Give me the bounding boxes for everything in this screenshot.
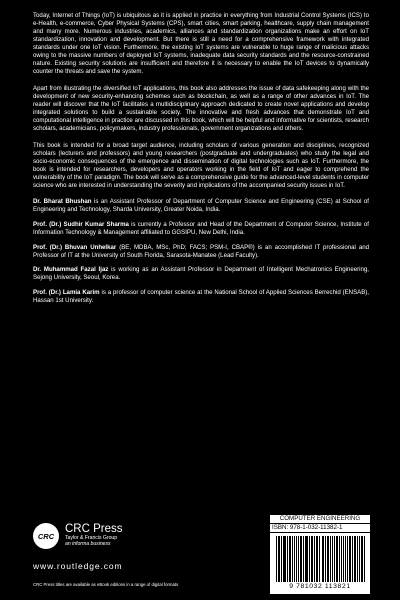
barcode-stripe bbox=[281, 536, 282, 582]
barcode-stripe bbox=[292, 536, 293, 582]
barcode-stripe bbox=[317, 536, 318, 582]
subject-category: COMPUTER ENGINEERING bbox=[270, 515, 370, 524]
barcode-stripe bbox=[352, 536, 353, 582]
barcode-stripe bbox=[347, 536, 348, 582]
barcode-stripe bbox=[298, 536, 299, 582]
barcode-stripe bbox=[279, 536, 280, 582]
barcode-stripe bbox=[284, 536, 285, 582]
publisher-group: Taylor & Francis Group bbox=[65, 535, 118, 541]
barcode-stripe bbox=[350, 536, 351, 582]
ebook-note: CRC Press titles are available as eBook editions in a range of digital formats bbox=[33, 582, 179, 587]
author-bio bbox=[33, 221, 369, 237]
barcode-stripe bbox=[343, 536, 344, 582]
barcode-stripe bbox=[294, 536, 295, 582]
barcode-number: 9 781032 113821 bbox=[289, 583, 351, 590]
barcode-stripe bbox=[341, 536, 342, 582]
author-bio bbox=[33, 266, 369, 282]
publisher-name: CRC Press bbox=[65, 523, 123, 535]
author-description: is working as an Assistant Professor in Department of Intelligent Mechatronics Engineering, Sejong University, Seoul, Korea. bbox=[33, 266, 369, 282]
barcode-stripe bbox=[309, 536, 310, 582]
author-bio bbox=[33, 244, 369, 260]
barcode-stripe bbox=[362, 536, 363, 582]
author-name: Prof. (Dr.) Bhuvan Unhelkar bbox=[33, 243, 117, 251]
barcode-stripe bbox=[357, 536, 358, 582]
barcode-stripe bbox=[325, 536, 326, 582]
cover-footer bbox=[33, 515, 370, 595]
description-paragraph: Today, Internet of Things (IoT) is ubiquitous as it is applied in practice in everything from Industrial Control Systems (ICS) to e-Health, e-commerce, Cyber Physical Systems (CPS), smart cities, smart parking, healthcare, supply chain management and many more. Numerous industries, academics, alliances and standardization organizations make an effort on IoT standardization, innovation and development. But there is still a need for a comprehensive framework with integrated standards under one IoT vision. Furthermore, the existing IoT systems are vulnerable to huge range of malicious attacks owing to the massive numbers of deployed IoT systems, inadequate data security standards and the resource-constrained nature. Existing security solutions are insufficient and therefore it is necessary to enable the IoT devices to dynamically counter the threats and save the system. bbox=[33, 12, 369, 76]
barcode-panel bbox=[270, 515, 370, 594]
barcode-stripe bbox=[332, 536, 333, 582]
publisher-url[interactable]: www.routledge.com bbox=[33, 561, 123, 571]
barcode-stripe bbox=[314, 536, 315, 582]
publisher-tagline: an informa business bbox=[65, 541, 111, 547]
author-description: is an Assistant Professor of Department of Computer Science and Engineering (CSE) at School of Engineering and Technology, Sharda University, Greater Noida, India. bbox=[33, 198, 369, 214]
author-bio bbox=[33, 289, 369, 305]
barcode-stripe bbox=[312, 536, 313, 582]
back-cover-text bbox=[33, 12, 369, 311]
author-name: Prof. (Dr.) Sudhir Kumar Sharma bbox=[33, 221, 129, 229]
barcode-stripe bbox=[287, 536, 288, 582]
barcode-stripe bbox=[355, 536, 356, 582]
barcode-stripe bbox=[323, 536, 324, 582]
barcode-stripe bbox=[359, 536, 360, 582]
isbn-label: ISBN: 978-1-032-11382-1 bbox=[270, 524, 370, 533]
author-description: is a professor of computer science at the National School of Applied Sciences Berrechid (ENSAB), Hassan 1st University. bbox=[33, 288, 370, 304]
crc-logo-icon: CRC bbox=[33, 523, 59, 549]
barcode-stripe bbox=[364, 536, 365, 582]
publisher-block bbox=[65, 523, 123, 547]
barcode-stripe bbox=[306, 536, 307, 582]
barcode-stripe bbox=[276, 536, 277, 582]
author-name: Dr. Muhammad Fazal Ijaz bbox=[33, 266, 109, 274]
barcode-stripe bbox=[336, 536, 337, 582]
author-description: (BE, MDBA, MSc, PhD; FACS; PSM-I, CBAP®) is an accomplished IT professional and Professor of IT at the University of South Florida, Sarasota-Manatee (Lead Faculty). bbox=[33, 243, 370, 259]
author-bio bbox=[33, 198, 369, 214]
description-paragraph: This book is intended for a broad target audience, including scholars of various generation and disciplines, recognized scholars (lecturers and professors) and young researchers (postgraduate and undergraduates) who study the legal and socio-economic consequences of the emergence and dissemination of digital technologies such as IoT. Furthermore, the book is intended for researchers, developers and operators working in the field of IoT and eager to comprehend the vulnerability of the IoT paradigm. The book will serve as a comprehensive guide for the advanced-level students in computer science who are interested in understanding the severity and implications of the accompanied security issues in IoT. bbox=[33, 141, 369, 189]
description-paragraph: Apart from illustrating the diversified IoT applications, this book also addresses the issue of data safekeeping along with the development of new security-enhancing schemes such as blockchain, as well as a range of other advances in IoT. The reader will discover that the IoT facilitates a multidisciplinary approach dedicated to create novel applications and develop integrated solutions to build a sustainable society. The innovative and fresh advances that demonstrate IoT and computational intelligence in practice are discussed in this book, which will be helpful and informative for scientists, research scholars, academicians, policymakers, industry professionals, government organizations and others. bbox=[33, 84, 369, 133]
barcode-stripe bbox=[337, 536, 338, 582]
author-name: Dr. Bharat Bhushan bbox=[33, 198, 92, 206]
barcode-stripe bbox=[303, 536, 304, 582]
barcode-stripe bbox=[330, 536, 331, 582]
author-description: is currently a Professor and Head of the Department of Computer Science, Institute of Information Technology & Management affiliated to GGSIPU, New Delhi, India. bbox=[33, 221, 369, 237]
barcode-stripe bbox=[301, 536, 302, 582]
barcode-icon bbox=[276, 536, 366, 582]
author-name: Prof. (Dr.) Lamia Karim bbox=[33, 288, 100, 296]
barcode-stripe bbox=[319, 536, 320, 582]
